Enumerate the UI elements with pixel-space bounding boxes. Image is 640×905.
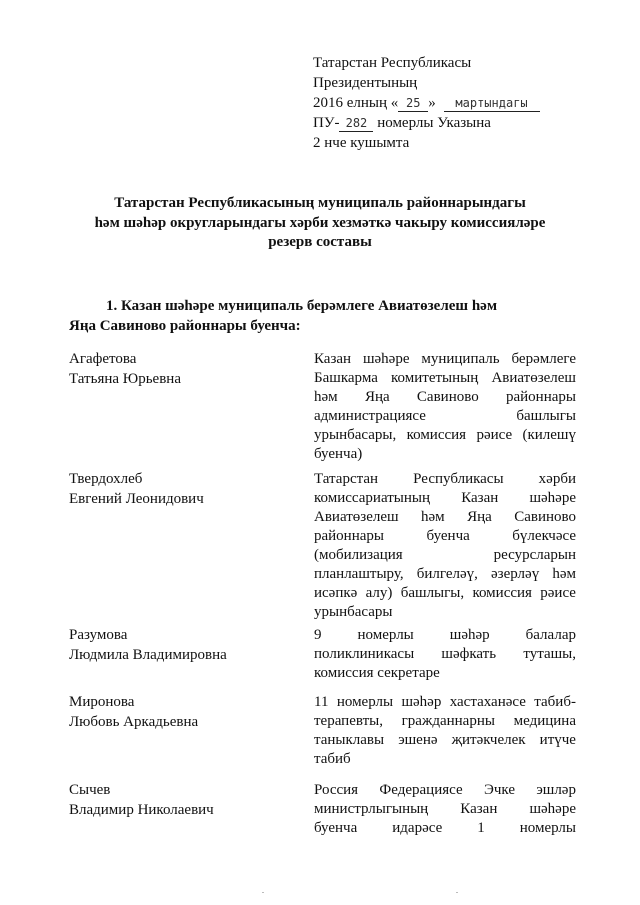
position-word: җитәкчелек	[451, 732, 526, 748]
position-word: исәпкә	[314, 585, 358, 601]
header-decree-line	[313, 113, 491, 133]
position-line	[314, 781, 576, 800]
position-word: эшләр	[536, 782, 576, 798]
position-line	[314, 819, 576, 838]
position-word: Федерациясе	[379, 782, 463, 798]
position-word: башлыгы,	[400, 585, 465, 601]
position-word: урынбасары,	[314, 427, 397, 443]
position-word: номерлы	[336, 694, 394, 710]
position-line	[314, 712, 576, 731]
position-word: Казан	[461, 490, 499, 506]
position-word: терапевты,	[314, 713, 383, 729]
position-word: Казан	[314, 351, 352, 367]
section-heading	[69, 297, 497, 336]
position-line	[314, 750, 576, 769]
position-line	[314, 489, 576, 508]
member-given-names: Любовь Аркадьевна	[69, 713, 199, 730]
section-heading-line: Яңа Савиново районнары буенча:	[69, 317, 301, 334]
member-given-names: Евгений Леонидович	[69, 490, 204, 507]
position-word: хәрби	[538, 471, 576, 487]
position-word: таныклавы	[314, 732, 385, 748]
position-line	[314, 565, 576, 584]
member-surname: Разумова	[69, 627, 128, 643]
position-word: буенча	[314, 820, 358, 836]
member-name	[69, 350, 284, 389]
position-word: секретаре	[377, 665, 440, 681]
position-word: билгеләү,	[416, 566, 478, 582]
position-word: районнары	[505, 389, 576, 405]
position-word: комиссия	[406, 427, 467, 443]
position-word: Авиатөзелеш	[314, 509, 399, 525]
position-word: 1	[477, 820, 485, 836]
position-line	[314, 426, 576, 445]
decree-suffix: номерлы Указына	[377, 115, 491, 131]
position-word: рәисе	[476, 427, 513, 443]
position-word: һәм	[552, 566, 576, 582]
position-line	[314, 584, 576, 603]
member-given-names: Владимир Николаевич	[69, 801, 214, 818]
position-word: табиб-	[534, 694, 576, 710]
position-word: һәм	[420, 509, 445, 525]
position-word: Казан	[460, 801, 498, 817]
position-word: планлаштыру,	[314, 566, 404, 582]
document-title	[70, 194, 570, 253]
section-heading-line: 1. Казан шәһәре муниципаль берәмлеге Авиатөзелеш һәм	[106, 298, 498, 314]
member-name	[69, 470, 284, 509]
position-word: гражданнарны	[401, 713, 495, 729]
member-position	[314, 626, 576, 683]
position-line	[314, 445, 576, 464]
position-word: итүче	[539, 732, 576, 748]
position-word: Яңа	[467, 509, 492, 525]
position-word: алу)	[365, 585, 393, 601]
member-given-names: Людмила Владимировна	[69, 646, 227, 663]
position-line	[314, 731, 576, 750]
position-word: бүлекчәсе	[512, 528, 576, 544]
title-line: һәм шәһәр округларындагы хәрби хезмәткә чакыру комиссияләре	[94, 214, 546, 231]
position-word: шәһәр	[449, 627, 490, 643]
member-surname: Твердохлеб	[69, 471, 143, 487]
position-line	[314, 546, 576, 565]
position-word: (мобилизация	[314, 547, 403, 563]
position-word: Татарстан	[314, 471, 379, 487]
position-word: Яңа	[364, 389, 390, 405]
member-position	[314, 470, 576, 622]
position-line	[314, 508, 576, 527]
position-word: шәһәр	[401, 694, 442, 710]
position-line	[314, 603, 576, 622]
position-word: комитетының	[391, 370, 479, 386]
position-word: шәфкать	[441, 646, 497, 662]
member-given-names: Татьяна Юрьевна	[69, 370, 181, 387]
header-president: Президентының	[313, 75, 418, 91]
position-word: комиссия	[314, 665, 374, 681]
position-word: туташы,	[523, 646, 576, 662]
position-word: Башкарма	[314, 370, 378, 386]
date-prefix: 2016 елның «	[313, 95, 399, 111]
date-close-quote: »	[428, 95, 436, 111]
position-word: әзерләү	[491, 566, 540, 582]
position-word: муниципаль	[421, 351, 500, 367]
position-word: Савиново	[514, 509, 576, 525]
position-word: администрациясе	[314, 408, 426, 424]
position-word: буенча	[426, 528, 470, 544]
position-word: Россия	[314, 782, 359, 798]
position-word: Эчке	[483, 782, 515, 798]
position-word: рәисе	[540, 585, 576, 601]
position-word: шәһәре	[529, 801, 576, 817]
position-word: эшенә	[398, 732, 438, 748]
decree-prefix: ПУ-	[313, 115, 340, 131]
member-name	[69, 781, 284, 820]
position-line	[314, 626, 576, 645]
position-line	[314, 527, 576, 546]
position-word: Авиатөзелеш	[491, 370, 576, 386]
date-day: 25	[398, 95, 428, 112]
position-line	[314, 350, 576, 369]
position-word: комиссия	[472, 585, 532, 601]
position-line	[314, 470, 576, 489]
position-word: ресурсларын	[493, 547, 576, 563]
position-word: шәһәре	[362, 351, 410, 367]
member-position	[314, 781, 576, 838]
position-word: поликлиникасы	[314, 646, 415, 662]
position-word: министрлыгының	[314, 801, 429, 817]
position-word: һәм	[314, 389, 338, 405]
position-word: балалар	[525, 627, 576, 643]
date-month: мартындагы	[444, 95, 540, 112]
position-word: берәмлеге	[511, 351, 576, 367]
member-surname: Миронова	[69, 694, 135, 710]
scan-speck	[456, 892, 458, 893]
position-word: номерлы	[357, 627, 414, 643]
position-word: (килешү	[522, 427, 576, 443]
title-line: Татарстан Республикасының муниципаль районнарындагы	[114, 195, 526, 211]
decree-number: 282	[339, 115, 373, 132]
position-word: Республикасы	[413, 471, 504, 487]
member-surname: Сычев	[69, 782, 111, 798]
header-republic: Татарстан Республикасы	[313, 55, 472, 71]
position-line	[314, 693, 576, 712]
position-word: шәһәре	[529, 490, 576, 506]
position-line	[314, 369, 576, 388]
position-line	[314, 800, 576, 819]
member-position	[314, 693, 576, 769]
position-word: буенча)	[314, 446, 363, 462]
member-name	[69, 693, 284, 732]
position-word: 11	[314, 694, 329, 710]
position-word: 9	[314, 627, 322, 643]
member-surname: Агафетова	[69, 351, 137, 367]
position-word: табиб	[314, 751, 351, 767]
position-word: районнары	[314, 528, 384, 544]
member-name	[69, 626, 284, 665]
scan-speck	[262, 892, 264, 893]
position-word: Савиново	[416, 389, 479, 405]
header-appendix: 2 нче кушымта	[313, 135, 410, 151]
position-word: идарәсе	[392, 820, 443, 836]
title-line: резерв составы	[268, 234, 372, 250]
position-word: медицина	[513, 713, 576, 729]
position-word: комиссариатының	[314, 490, 430, 506]
position-word: номерлы	[519, 820, 576, 836]
position-line	[314, 407, 576, 426]
member-position	[314, 350, 576, 464]
position-word: урынбасары	[314, 604, 393, 620]
position-line	[314, 645, 576, 664]
position-line	[314, 664, 576, 683]
header-date-line	[313, 93, 540, 113]
position-line	[314, 388, 576, 407]
position-word: башлыгы	[516, 408, 576, 424]
position-word: хастаханәсе	[449, 694, 526, 710]
